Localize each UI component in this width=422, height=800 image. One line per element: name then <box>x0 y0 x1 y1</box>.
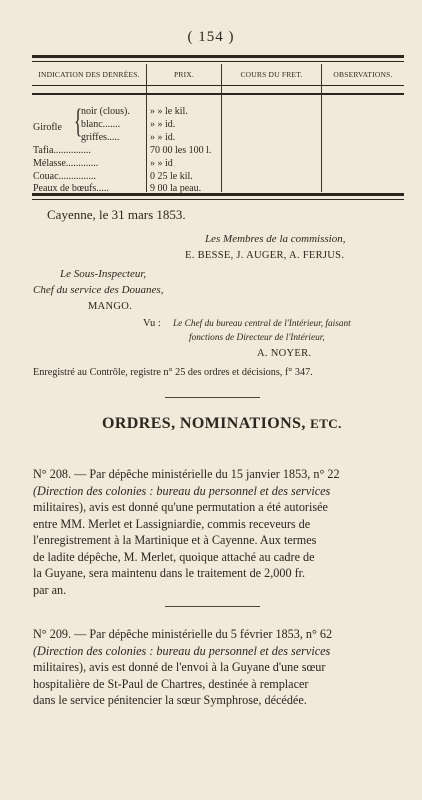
paragraph-line: dans le service pénitencier la sœur Symphrose, décédée. <box>33 693 307 707</box>
girofle-label: Girofle <box>33 122 62 133</box>
paragraph-line: militaires), avis est donné de l'envoi à la Guyane d'une sœur <box>33 660 326 674</box>
table-top-rule <box>32 55 404 58</box>
paragraph-n208 <box>33 466 394 598</box>
table-col-divider <box>146 64 147 192</box>
paragraph-line: (Direction des colonies : bureau du personnel et des services <box>33 643 331 658</box>
separator-rule <box>165 397 260 398</box>
vu-name: A. NOYER. <box>257 348 312 359</box>
section-title-etc: ETC. <box>310 416 342 431</box>
table-row-item: blanc....... <box>81 119 121 130</box>
paragraph-line: entre MM. Merlet et Lassigniardie, commis receveurs de <box>33 516 311 531</box>
table-row-price: » » le kil. <box>150 106 188 117</box>
table-header-rule <box>32 85 404 86</box>
paragraph-n209 <box>33 626 394 709</box>
vu-line2: fonctions de Directeur de l'Intérieur, <box>189 333 325 343</box>
paragraph-line: hospitalière de St-Paul de Chartres, destinée à remplacer <box>33 676 309 691</box>
commission-title: Les Membres de la commission, <box>205 233 346 245</box>
sous-inspecteur-name: MANGO. <box>88 301 133 312</box>
table-row-item: noir (clous). <box>81 106 130 117</box>
paragraph-line: militaires), avis est donné qu'une permutation a été autorisée <box>33 500 328 514</box>
table-row-price: 0 25 le kil. <box>150 171 193 182</box>
paragraph-line: N° 208. — Par dépêche ministérielle du 15 janvier 1853, n° 22 <box>33 467 340 481</box>
paragraph-line: par an. <box>33 582 67 597</box>
table-row-item: Couac............... <box>33 171 97 182</box>
paragraph-line: l'enregistrement à la Martinique et à Cayenne. Aux termes <box>33 533 317 547</box>
table-row-price: 9 00 la peau. <box>150 183 202 194</box>
table-header-denrees: INDICATION DES DENRÉES. <box>38 70 140 79</box>
enregistre-line: Enregistré au Contrôle, registre n° 25 des ordres et décisions, f° 347. <box>33 367 313 378</box>
table-col-divider <box>221 64 222 192</box>
table-row-price: » » id. <box>150 119 176 130</box>
page-number: ( 154 ) <box>187 29 235 45</box>
table-row-price: » » id. <box>150 132 176 143</box>
table-row-price: » » id <box>150 158 173 169</box>
paragraph-line: (Direction des colonies : bureau du personnel et des services <box>33 483 331 498</box>
table-header-observations: OBSERVATIONS. <box>333 70 393 79</box>
table-col-divider <box>321 64 322 192</box>
table-row-price: 70 00 les 100 l. <box>150 145 212 156</box>
table-header-cours: COURS DU FRET. <box>240 70 303 79</box>
table-top-rule-thin <box>32 61 404 62</box>
sous-inspecteur-title: Le Sous-Inspecteur, <box>60 268 147 280</box>
table-bottom-rule-thin <box>32 199 404 200</box>
vu-line1: Le Chef du bureau central de l'Intérieur, faisant <box>173 319 351 329</box>
paragraph-line: de ladite dépêche, M. Merlet, quoique attaché au cadre de <box>33 549 315 564</box>
commission-names: E. BESSE, J. AUGER, A. FERJUS. <box>185 250 345 261</box>
table-row-item: Mélasse............. <box>33 158 99 169</box>
date-line: Cayenne, le 31 mars 1853. <box>47 207 186 222</box>
brace-icon: { <box>74 103 83 140</box>
table-row-item: griffes..... <box>81 132 120 143</box>
separator-rule <box>165 606 260 607</box>
sous-inspecteur-service: Chef du service des Douanes, <box>33 284 164 296</box>
table-row-item: Peaux de bœufs..... <box>33 183 109 194</box>
section-title-main: ORDRES, NOMINATIONS, <box>102 415 306 432</box>
table-header-rule-thick <box>32 93 404 95</box>
paragraph-line: la Guyane, sera maintenu dans le traitement de 2,000 fr. <box>33 566 306 580</box>
table-header-prix: PRIX. <box>174 70 194 79</box>
paragraph-line: N° 209. — Par dépêche ministérielle du 5 février 1853, n° 62 <box>33 627 333 641</box>
section-title <box>102 415 342 433</box>
vu-label: Vu : <box>143 318 161 329</box>
table-row-item: Tafia............... <box>33 145 91 156</box>
